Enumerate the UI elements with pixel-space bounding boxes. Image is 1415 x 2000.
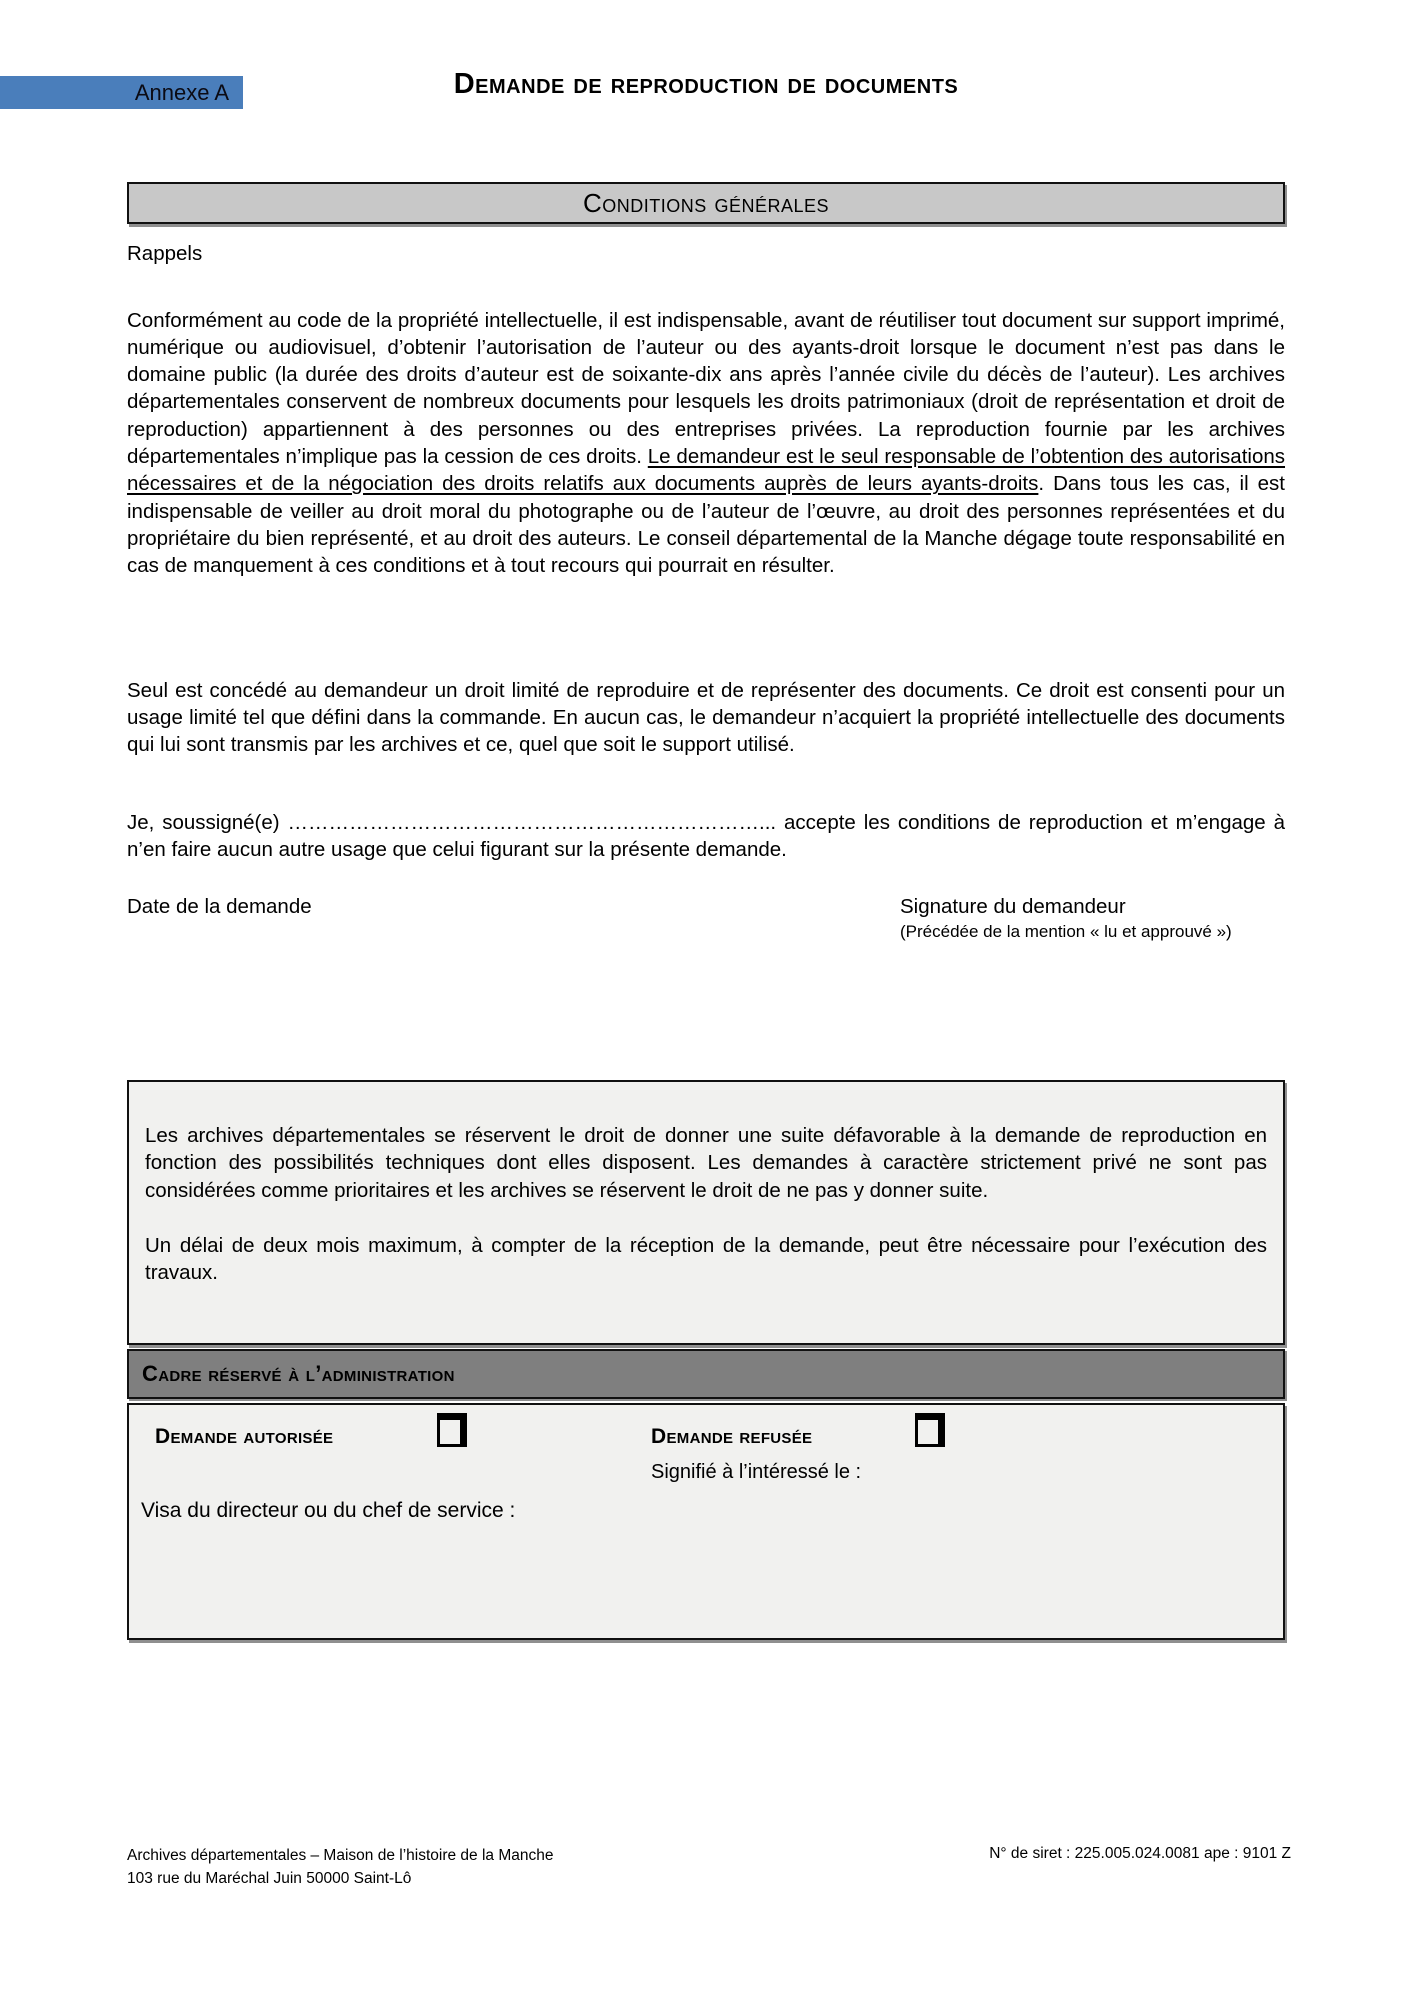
p1-text-post: . Dans tous les cas, il est indispensable de veiller au droit moral du photographe ou de l’auteur de l’œuvre, au droit des personnes représentées et du propriétaire du bien représenté, et au droit des auteurs. Le conseil départemental de la Manche dégage toute responsabilité en cas de manquement à ces conditions et à tout recours qui pourrait en résulter. — [127, 472, 1286, 578]
demande-refusee-label: Demande refusée — [651, 1425, 813, 1448]
signifie-interesse-label: Signifié à l’intéressé le : — [651, 1461, 862, 1483]
footer-siret: N° de siret : 225.005.024.0081 ape : 9101 Z — [989, 1845, 1291, 1862]
paragraph-droit-limite: Seul est concédé au demandeur un droit limité de reproduire et de représenter des documents. Ce droit est consenti pour un usage limité tel que défini dans la commande. En aucun cas, le demandeur n’acquiert la propriété intellectuelle des documents qui lui sont transmis par les archives et ce, quel que soit le support utilisé. — [127, 678, 1285, 757]
notice-paragraph-1: Les archives départementales se réservent le droit de donner une suite défavorable à la demande de reproduction en fonction des possibilités techniques dont elles disposent. Les demandes à caractère strictement privé ne sont pas considérées comme prioritaires et les archives se réservent le droit de ne pas y donner suite. — [145, 1124, 1267, 1202]
footer-org-address — [127, 1845, 553, 1890]
conditions-header-box — [127, 182, 1285, 224]
admin-header-bar — [127, 1349, 1285, 1399]
p1-underlined-clause: Le demandeur est le seul responsable de l’obtention des autorisations nécessaires et de la négociation des droits relatifs aux documents auprès de leurs ayants-droits — [127, 444, 1286, 496]
paragraph-droits-auteur — [127, 307, 1285, 580]
page-title: Demande de reproduction de documents — [453, 68, 959, 100]
refused-checkbox[interactable] — [915, 1413, 945, 1447]
p1-text-pre: Conformément au code de la propriété intellectuelle, il est indispensable, avant de réutiliser tout document sur support imprimé, numérique ou audiovisuel, d’obtenir l’autorisation de l’auteur ou des ayants-droit lorsque le document n’est pas dans le domaine public (la durée des droits d’auteur est de soixante-dix ans après l’année civile du décès de l’auteur). Les archives départementales conservent de nombreux documents pour lesquels les droits patrimoniaux (droit de représentation et droit de reproduction) appartiennent à des personnes ou des entreprises privées. La reproduction fournie par les archives départementales n’implique pas la cession de ces droits. — [127, 308, 1285, 468]
name-fill-in-dots[interactable]: ……………………………………………………………... — [287, 810, 777, 834]
date-demande-label: Date de la demande — [127, 895, 312, 918]
admin-box — [127, 1403, 1285, 1640]
notice-box — [127, 1080, 1285, 1345]
annexe-label: Annexe A — [134, 79, 229, 105]
je-soussigne-suffix: accepte les conditions de reproduction et m’engage à n’en faire aucun autre usage que celui figurant sur la présente demande. — [127, 810, 1285, 861]
admin-header-title: Cadre réservé à l’administration — [142, 1361, 455, 1386]
notice-paragraph-2: Un délai de deux mois maximum, à compter de la réception de la demande, peut être nécessaire pour l’exécution des travaux. — [145, 1233, 1267, 1285]
footer-org-line1: Archives départementales – Maison de l’histoire de la Manche — [127, 1847, 554, 1864]
signature-note: (Précédée de la mention « lu et approuvé ») — [900, 922, 1232, 941]
authorized-checkbox[interactable] — [437, 1413, 467, 1447]
je-soussigne-line — [127, 809, 1285, 864]
demande-autorisee-label: Demande autorisée — [155, 1425, 334, 1448]
signature-label: Signature du demandeur — [900, 895, 1126, 918]
visa-directeur-label: Visa du directeur ou du chef de service : — [141, 1499, 516, 1522]
conditions-header-title: Conditions générales — [582, 187, 830, 218]
rappels-label: Rappels — [127, 242, 203, 265]
signature-block — [900, 895, 1300, 942]
footer-org-line2: 103 rue du Maréchal Juin 50000 Saint-Lô — [127, 1869, 412, 1887]
je-soussigne-prefix: Je, soussigné(e) — [127, 810, 280, 834]
